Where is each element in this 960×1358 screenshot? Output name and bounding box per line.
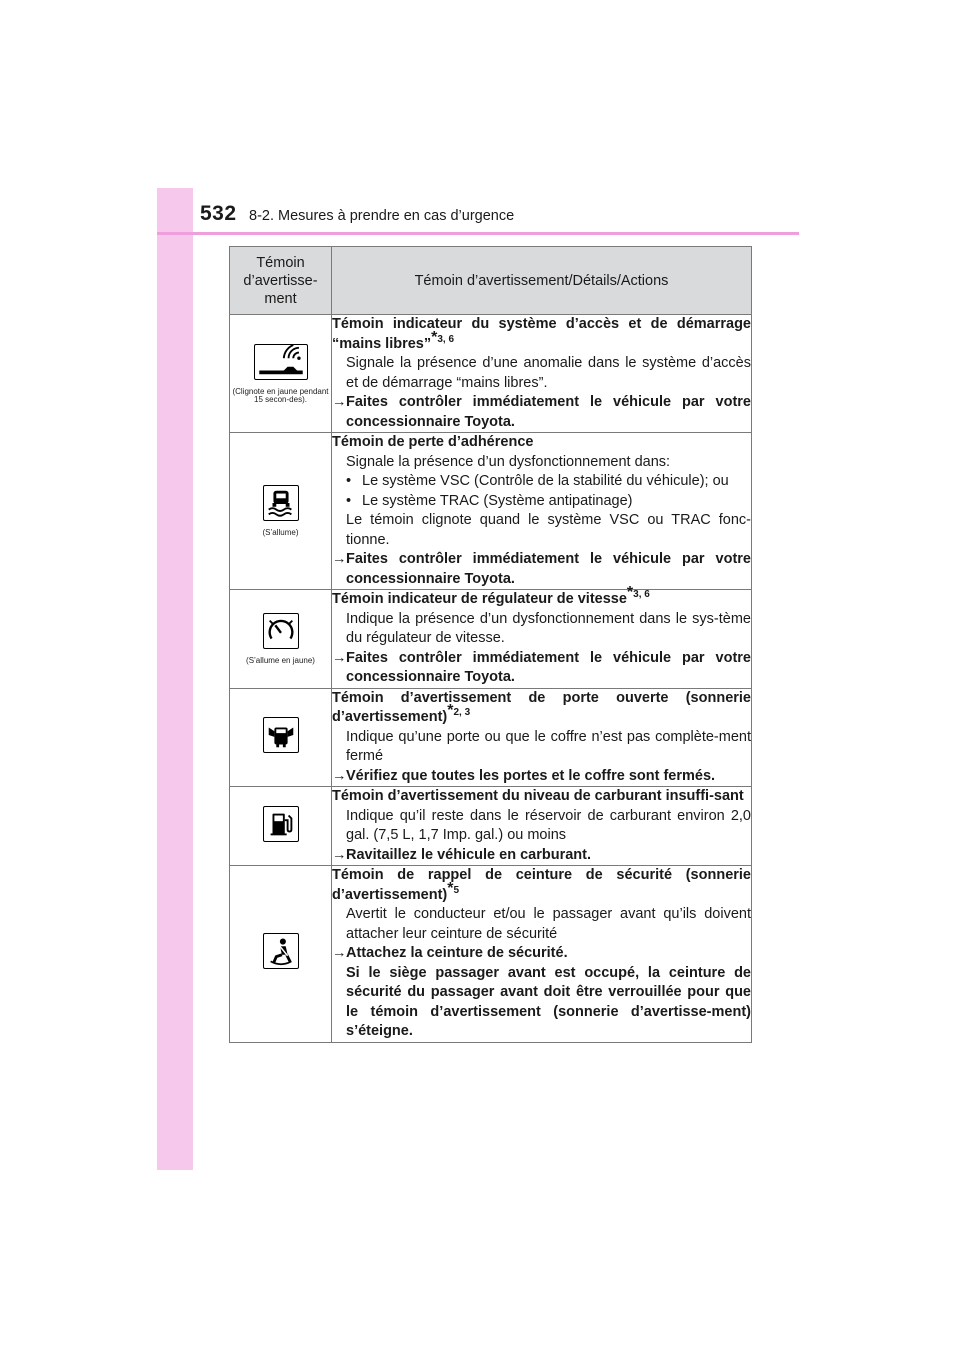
row-title: Témoin de rappel de ceinture de sécurité (sonnerie d’avertissement)$^{*5}$	[332, 867, 751, 903]
row-description: Indique qu’il reste dans le réservoir de carburant environ 2,0 gal. (7,5 L, 1,7 Imp. gal.) ou moins	[346, 807, 751, 843]
row-description: Signale la présence d’un dysfonctionnement dans:	[346, 453, 671, 470]
row-action: → Faites contrôler immédiatement le véhicule par votre concessionnaire Toyota.	[332, 649, 751, 688]
column-header-light-line: d’avertisse-	[243, 272, 318, 289]
icon-cell	[230, 590, 332, 689]
seatbelt-icon	[263, 933, 299, 969]
key-wave-icon	[254, 344, 308, 380]
details-cell	[332, 688, 752, 787]
slip-indicator-icon	[263, 485, 299, 521]
row-description: Indique qu’une porte ou que le coffre n’est pas complète-ment fermé	[346, 728, 751, 764]
row-description: Signale la présence d’une anomalie dans le système d’accès et de démarrage “mains libres”.	[346, 355, 751, 391]
arrow-icon: →	[332, 767, 347, 784]
header-rule	[157, 232, 799, 235]
table-row	[230, 787, 752, 866]
side-color-band	[157, 188, 193, 1170]
row-title: Témoin de perte d’adhérence	[332, 434, 534, 450]
icon-cell	[230, 866, 332, 1043]
row-action: → Faites contrôler immédiatement le véhicule par votre concessionnaire Toyota.	[332, 393, 751, 432]
table-row	[230, 688, 752, 787]
row-title: Témoin indicateur de régulateur de vitesse$^{*3, 6}$	[332, 584, 650, 607]
row-action: → Vérifiez que toutes les portes et le coffre sont fermés.	[332, 767, 751, 787]
row-action: → Ravitaillez le véhicule en carburant.	[332, 846, 751, 866]
details-cell	[332, 866, 752, 1043]
row-description: Indique la présence d’un dysfonctionnement dans le sys-tème du régulateur de vitesse.	[346, 610, 751, 646]
icon-cell	[230, 315, 332, 433]
column-header-light-line: Témoin	[256, 254, 305, 271]
arrow-icon: →	[332, 945, 347, 961]
table-row	[230, 866, 752, 1043]
bullet-item: • Le système TRAC (Système antipatinage)	[346, 492, 633, 509]
row-description: Le témoin clignote quand le système VSC ou TRAC fonc-tionne.	[346, 512, 751, 548]
bullet-item: • Le système VSC (Contrôle de la stabilité du véhicule); ou	[346, 473, 729, 489]
fuel-pump-icon	[263, 806, 299, 842]
table-header-row	[230, 247, 752, 315]
door-open-icon	[263, 717, 299, 753]
row-title: Témoin d’avertissement de porte ouverte (sonnerie d’avertissement)$^{*2, 3}$	[332, 689, 751, 725]
row-action-note: Si le siège passager avant est occupé, la ceinture de sécurité du passager avant doit être verrouillée pour que le témoin d’avertissement (sonnerie d’avertisse-ment) s’éteigne.	[346, 964, 751, 1039]
icon-note: (Clignote en jaune pendant 15 secon-des).	[232, 386, 329, 404]
row-action: → Attachez la ceinture de sécurité.	[332, 944, 751, 964]
arrow-icon: →	[332, 394, 347, 410]
icon-cell	[230, 688, 332, 787]
column-header-light	[230, 247, 332, 315]
arrow-icon: →	[332, 649, 347, 666]
table-row	[230, 590, 752, 689]
icon-note: (S’allume en jaune)	[246, 655, 315, 665]
details-cell	[332, 787, 752, 866]
cruise-control-icon	[263, 613, 299, 649]
row-action: → Faites contrôler immédiatement le véhicule par votre concessionnaire Toyota.	[332, 550, 751, 589]
table-row	[230, 433, 752, 590]
details-cell	[332, 584, 752, 689]
icon-note: (S’allume)	[262, 528, 299, 537]
icon-cell	[230, 787, 332, 866]
page-number: 532	[200, 202, 237, 225]
details-cell	[332, 315, 752, 433]
arrow-icon: →	[332, 551, 347, 567]
table-row	[230, 315, 752, 433]
warning-light-table	[229, 246, 752, 1043]
icon-cell	[230, 433, 332, 590]
row-description: Avertit le conducteur et/ou le passager avant qu’ils doivent attacher leur ceinture de sécurité	[346, 906, 751, 942]
column-header-light-line: ment	[264, 290, 297, 307]
details-cell	[332, 433, 752, 590]
arrow-icon: →	[332, 846, 347, 863]
row-title: Témoin d’avertissement du niveau de carburant insuffi-sant	[332, 788, 744, 804]
column-header-details: Témoin d’avertissement/Détails/Actions	[332, 247, 752, 315]
section-title: 8-2. Mesures à prendre en cas d’urgence	[249, 208, 515, 224]
row-title: Témoin indicateur du système d’accès et de démarrage “mains libres”$^{*3, 6}$	[332, 316, 751, 352]
